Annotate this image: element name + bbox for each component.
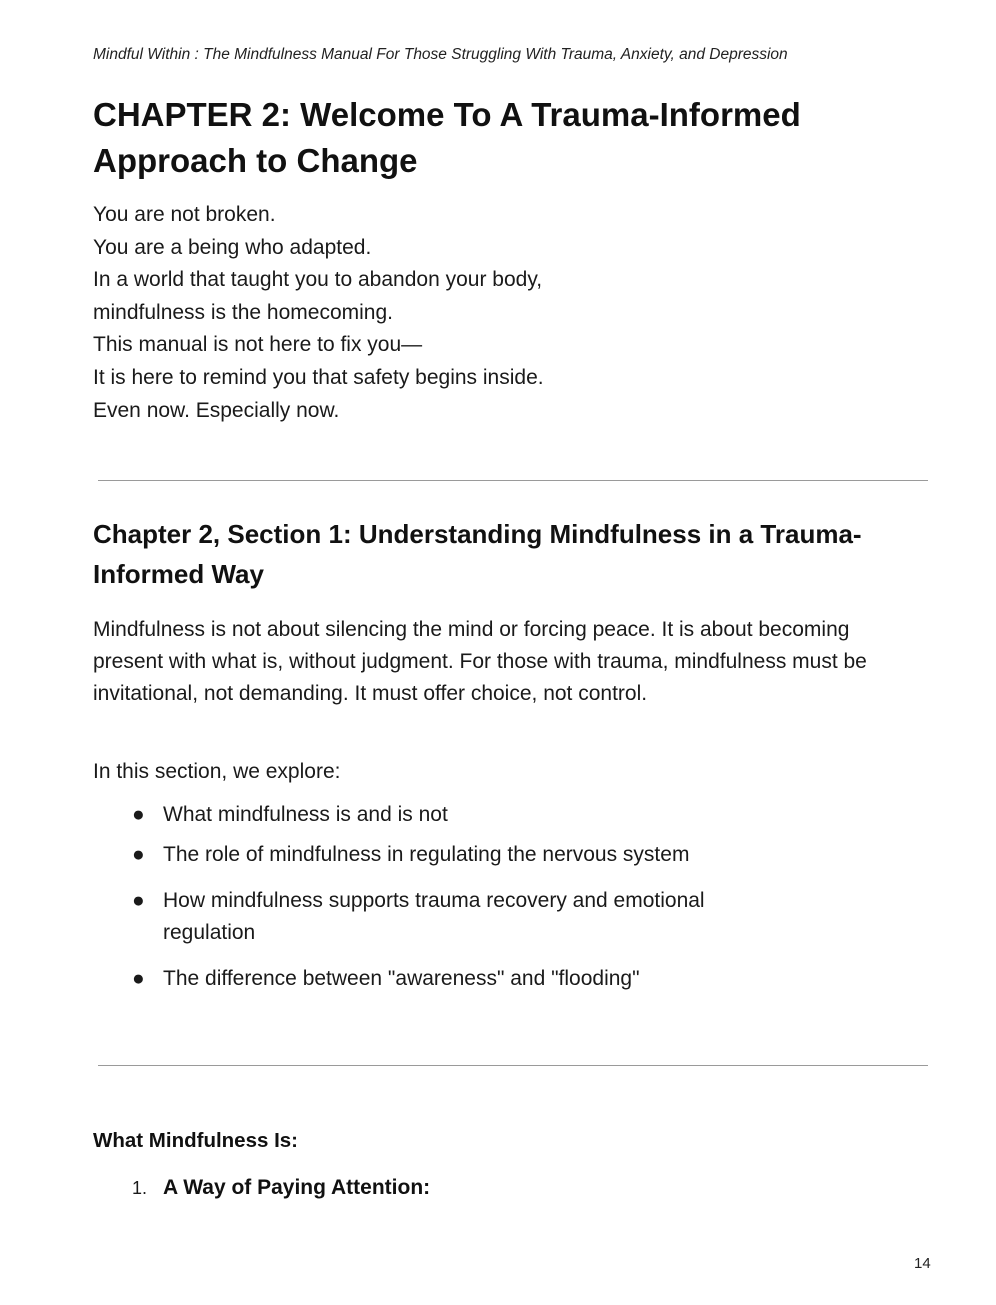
chapter-title: CHAPTER 2: Welcome To A Trauma-Informed Approach to Change: [93, 96, 801, 179]
poem-line: It is here to remind you that safety begins inside.: [93, 365, 544, 389]
bullet-item: [132, 839, 752, 871]
item-number: 1.: [132, 1178, 148, 1198]
numbered-item: [132, 1173, 430, 1203]
numbered-list: [132, 1173, 430, 1203]
bullet-text: How mindfulness supports trauma recovery and emotional regulation: [163, 889, 705, 944]
bullet-text: The role of mindfulness in regulating the nervous system: [163, 843, 690, 866]
item-title: A Way of Paying Attention:: [163, 1176, 431, 1199]
section-intro-paragraph: Mindfulness is not about silencing the mind or forcing peace. It is about becoming present with what is, without judgment. For those with trauma, mindfulness must be invitational, not demanding. It must offer choice, not control.: [93, 618, 867, 705]
bullet-text: The difference between "awareness" and "flooding": [163, 967, 640, 990]
poem-line: Even now. Especially now.: [93, 398, 340, 422]
poem-line: You are a being who adapted.: [93, 235, 372, 259]
poem-line: mindfulness is the homecoming.: [93, 300, 393, 324]
running-header: Mindful Within : The Mindfulness Manual For Those Struggling With Trauma, Anxiety, and Depression: [93, 46, 788, 63]
page-number: 14: [914, 1255, 931, 1272]
explore-lead-text: In this section, we explore:: [93, 760, 341, 783]
bullet-item: [132, 885, 732, 949]
section-divider: [98, 1065, 928, 1066]
section-title: Chapter 2, Section 1: Understanding Mindfulness in a Trauma-Informed Way: [93, 519, 862, 589]
bullet-dot-icon: ●: [132, 967, 145, 990]
bullet-text: What mindfulness is and is not: [163, 803, 448, 826]
section-divider: [98, 480, 928, 481]
bullet-item: [132, 799, 752, 831]
what-mindfulness-is-heading: What Mindfulness Is:: [93, 1129, 298, 1152]
bullet-dot-icon: ●: [132, 843, 145, 866]
bullet-dot-icon: ●: [132, 889, 145, 912]
poem-line: You are not broken.: [93, 203, 276, 226]
poem-block: [93, 199, 544, 427]
poem-line: In a world that taught you to abandon your body,: [93, 268, 543, 292]
poem-line: This manual is not here to fix you—: [93, 333, 423, 357]
bullet-dot-icon: ●: [132, 803, 145, 826]
bullet-item: [132, 963, 752, 995]
